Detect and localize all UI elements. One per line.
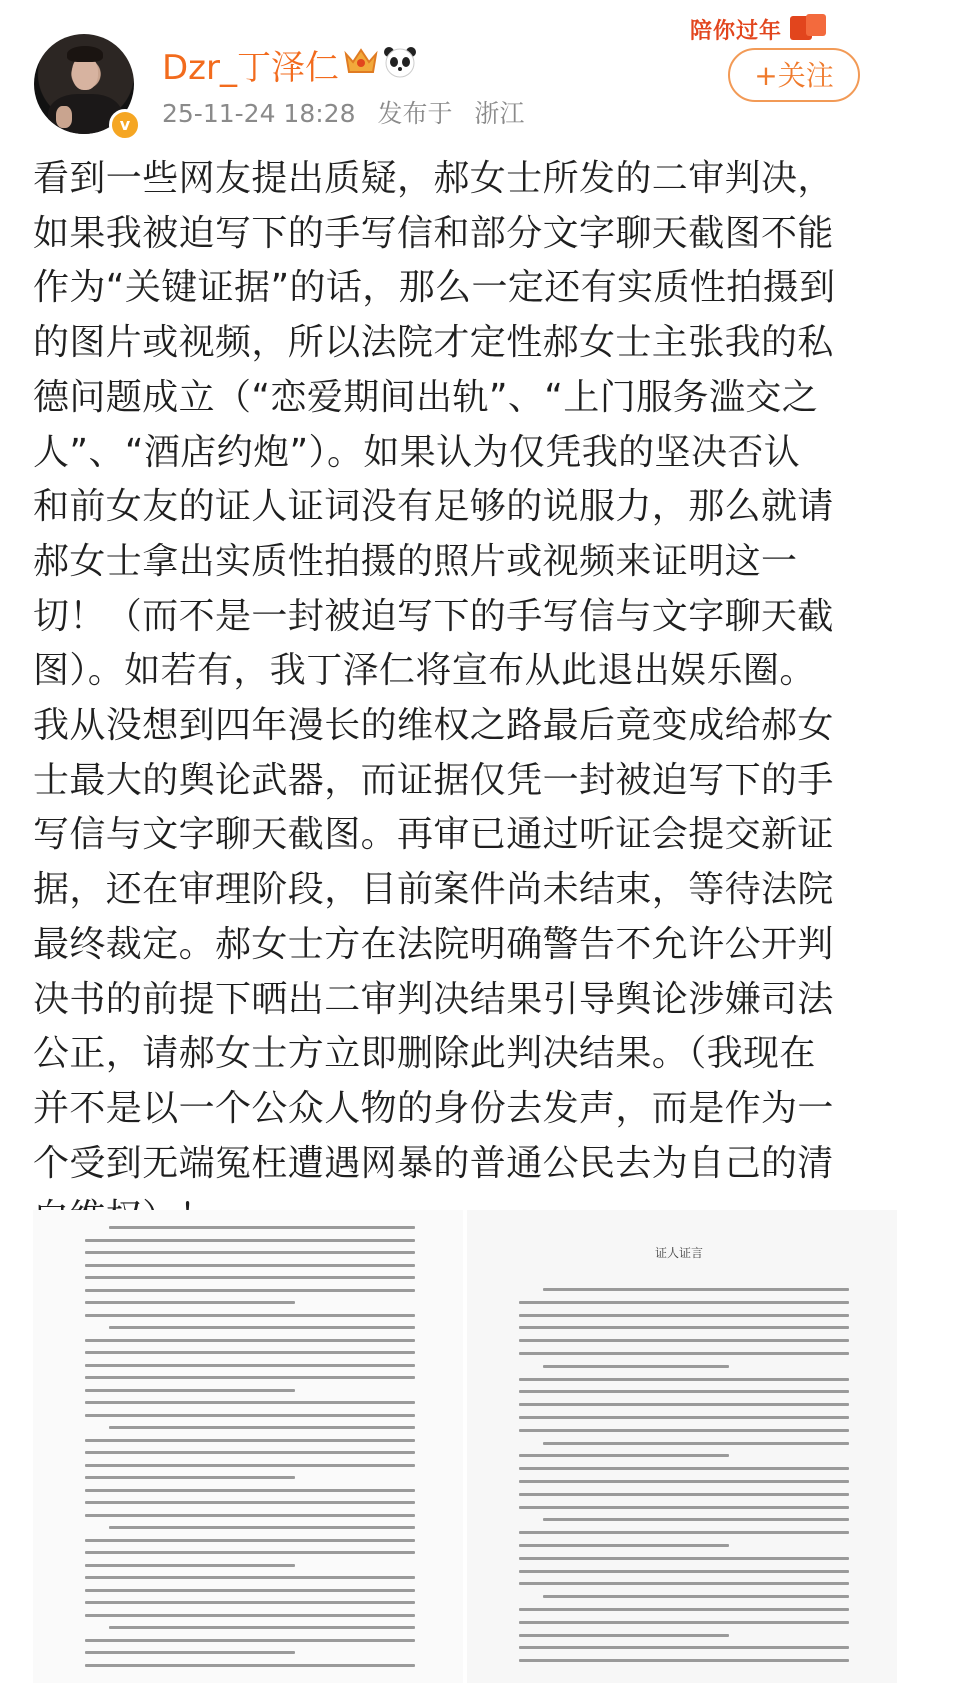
document-text-line [85,1614,415,1617]
post-line: 图）。如若有，我丁泽仁将宣布从此退出娱乐圈。 [33,650,816,692]
document-text-line [85,1339,415,1342]
document-text-line [519,1467,849,1470]
document-text-line [519,1659,849,1662]
document-text-line [85,1564,295,1567]
post-images [33,1210,897,1683]
post-published-at: 发布于 [377,99,453,128]
document-text-line [519,1608,849,1611]
document-text-line [85,1551,415,1554]
post-line: 并不是以一个公众人物的身份去发声，而是作为一 [33,1087,834,1129]
document-text-line [519,1339,849,1342]
document-text-line [85,1364,415,1367]
document-text-line [519,1493,849,1496]
document-text-line [543,1288,849,1291]
post-line: 看到一些网友提出质疑，郝女士所发的二审判决， [33,158,834,199]
document-text-line [85,1439,415,1442]
document-text-line [85,1239,415,1242]
document-text-line [109,1626,415,1629]
document-text-line [543,1365,729,1368]
document-text-line [85,1276,415,1279]
document-text-line [519,1634,729,1637]
document-text-line [519,1544,729,1547]
follow-button[interactable]: +关注 [728,48,860,102]
document-text-line [519,1506,849,1509]
post-line: 写信与文字聊天截图。再审已通过听证会提交新证 [33,814,834,856]
document-text-line [519,1531,849,1534]
document-text-line [85,1251,415,1254]
post-image-testimony[interactable] [467,1210,897,1683]
document-text-line [85,1464,415,1467]
post-line: 德问题成立（“恋爱期间出轨”、“上门服务滥交之 [33,376,819,418]
document-text-line [85,1589,415,1592]
document-text-line [543,1442,849,1445]
document-text-line [85,1414,415,1417]
post-line: 据，还在审理阶段，目前案件尚未结束，等待法院 [33,869,834,911]
post-line: 郝女士拿出实质性拍摄的照片或视频来证明这一 [33,540,798,582]
document-text-line [85,1401,415,1404]
document-text-line [109,1326,415,1329]
document-text-line [85,1301,295,1304]
document-text-line [109,1526,415,1529]
post-line: 最终裁定。郝女士方在法院明确警告不允许公开判 [33,923,834,965]
document-text-line [543,1518,849,1521]
username[interactable]: Dzr_丁泽仁 [162,48,340,88]
document-text-line [543,1595,849,1598]
post-line: 和前女友的证人证词没有足够的说服力，那么就请 [33,486,834,528]
post-line: 我从没想到四年漫长的维权之路最后竟变成给郝女 [33,705,834,747]
document-text-line [85,1514,415,1517]
document-text-line [519,1557,849,1560]
verified-badge-icon: v [109,109,141,141]
post-line: 个受到无端冤枉遭遇网暴的普通公民去为自己的清 [33,1142,834,1184]
document-text-line [519,1390,849,1393]
post-line: 人”、“酒店约炮”）。如果认为仅凭我的坚决否认 [33,431,801,473]
document-text-line [519,1621,849,1624]
document-text-line [519,1646,849,1649]
document-text-line [85,1489,415,1492]
document-text-line [519,1378,849,1381]
document-text-line [109,1426,415,1429]
document-text-line [85,1376,415,1379]
document-text-line [85,1264,415,1267]
document-text-line [519,1416,849,1419]
document-text-line [519,1454,729,1457]
post-header [0,0,960,150]
new-year-banner: 陪你过年 [690,19,783,44]
crown-icon [343,46,379,76]
post-location: 浙江 [474,99,525,128]
document-text-line [519,1352,849,1355]
document-text-line [519,1301,849,1304]
post-date: 25-11-24 18:28 [162,99,356,128]
document-text-line [519,1480,849,1483]
document-text-line [85,1651,295,1654]
post-line: 切！（而不是一封被迫写下的手写信与文字聊天截 [33,595,834,637]
testimony-title: 证人证言 [655,1246,704,1260]
post-line: 如果我被迫写下的手写信和部分文字聊天截图不能 [33,212,834,254]
document-text-line [85,1639,415,1642]
post-line: 的图片或视频，所以法院才定性郝女士主张我的私 [33,322,834,364]
post-line: 士最大的舆论武器，而证据仅凭一封被迫写下的手 [33,759,834,801]
document-text-line [519,1314,849,1317]
post-image-judgment[interactable] [33,1210,463,1683]
document-text-line [519,1403,849,1406]
post-line: 决书的前提下晒出二审判决结果引导舆论涉嫌司法 [33,978,834,1020]
document-text-line [85,1501,415,1504]
post-line: 作为“关键证据”的话，那么一定还有实质性拍摄到 [33,267,836,309]
document-text-line [85,1476,295,1479]
document-text-line [85,1664,415,1667]
document-text-line [519,1429,849,1432]
document-text-line [85,1389,295,1392]
document-text-line [85,1314,415,1317]
document-text-line [519,1570,849,1573]
document-text-line [85,1351,415,1354]
document-text-line [519,1582,849,1585]
document-text-line [85,1576,415,1579]
document-text-line [519,1326,849,1329]
document-text-line [85,1601,415,1604]
post-line: 公正，请郝女士方立即删除此判决结果。（我现在 [33,1033,816,1075]
post-meta [162,94,538,130]
document-text-line [85,1451,415,1454]
document-text-line [109,1226,415,1229]
red-envelope-icon [786,12,828,42]
document-text-line [85,1539,415,1542]
post-body [33,152,929,1246]
document-text-line [85,1289,415,1292]
panda-icon [383,45,417,79]
